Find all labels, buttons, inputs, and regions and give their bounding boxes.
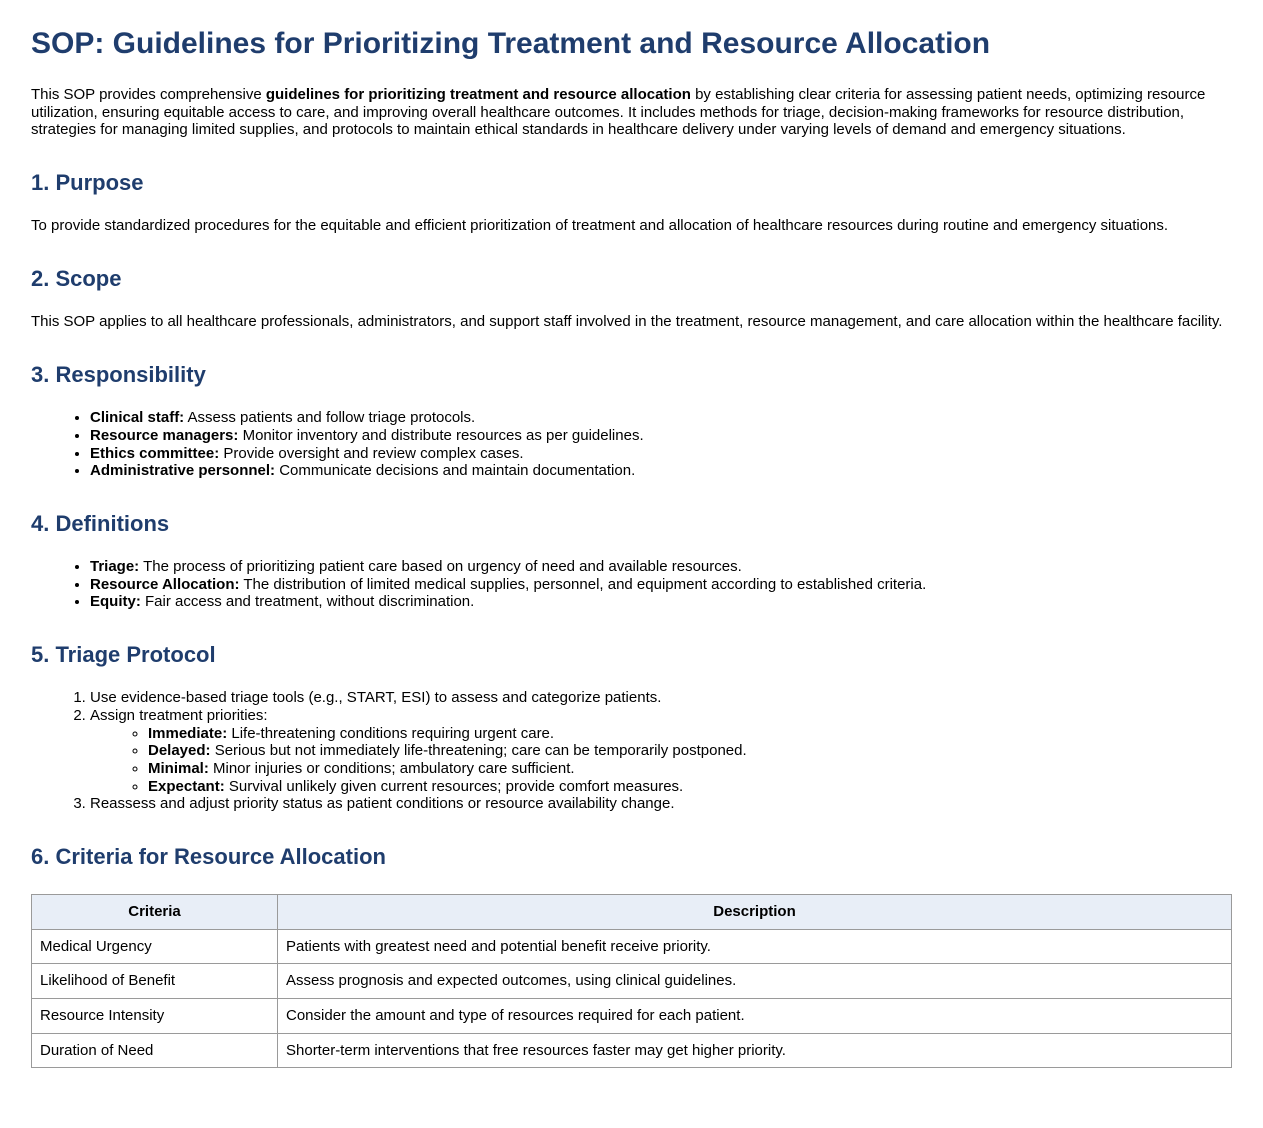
list-item-text: Fair access and treatment, without discrimination. (140, 593, 475, 611)
table-row (32, 929, 1232, 964)
list-item-text: Assess patients and follow triage protocols. (184, 409, 476, 427)
list-item-term: Administrative personnel: (90, 462, 276, 480)
section-heading-criteria: 6. Criteria for Resource Allocation (31, 843, 386, 869)
list-item (90, 593, 1232, 611)
list-item-term: Triage: (90, 558, 140, 576)
page-title: SOP: Guidelines for Prioritizing Treatment and Resource Allocation (31, 27, 991, 60)
column-header-criteria: Criteria (32, 895, 278, 930)
column-header-description: Description (278, 895, 1232, 930)
table-row (32, 1033, 1232, 1068)
section-heading-definitions: 4. Definitions (31, 510, 170, 536)
table-header-row (32, 895, 1232, 930)
priority-text: Minor injuries or conditions; ambulatory care sufficient. (208, 759, 575, 777)
list-item (90, 409, 1232, 427)
list-item-term: Resource Allocation: (90, 575, 240, 593)
description-cell: Consider the amount and type of resources required for each patient. (278, 999, 1232, 1034)
section-heading-responsibility: 3. Responsibility (31, 361, 206, 387)
criteria-table-head (32, 895, 1232, 930)
triage-protocol-steps (31, 689, 1232, 812)
list-item (90, 576, 1232, 594)
responsibility-list (31, 409, 1232, 480)
section-heading-triage-protocol: 5. Triage Protocol (31, 642, 216, 668)
priority-term: Minimal: (148, 759, 209, 777)
list-item (90, 558, 1232, 576)
criteria-cell: Duration of Need (32, 1033, 278, 1068)
priority-item (148, 760, 1232, 778)
section-heading-purpose: 1. Purpose (31, 169, 144, 195)
priority-item (148, 778, 1232, 796)
list-item-term: Equity: (90, 593, 141, 611)
intro-paragraph (31, 86, 1232, 139)
criteria-cell: Medical Urgency (32, 929, 278, 964)
list-item (90, 445, 1232, 463)
section-heading-scope: 2. Scope (31, 265, 122, 291)
priority-text: Survival unlikely given current resources; provide comfort measures. (224, 777, 684, 795)
list-item (90, 462, 1232, 480)
priority-item (148, 742, 1232, 760)
purpose-paragraph: To provide standardized procedures for the equitable and efficient prioritization of treatment and allocation of healthcare resources during routine and emergency situations. (31, 217, 1169, 235)
priority-item (148, 725, 1232, 743)
priority-term: Expectant: (148, 777, 225, 795)
priority-term: Immediate: (148, 724, 228, 742)
list-item-term: Ethics committee: (90, 444, 220, 462)
step-item: 1. Use evidence-based triage tools (e.g., START, ESI) to assess and categorize patients. (90, 689, 1232, 707)
list-item-term: Resource managers: (90, 426, 239, 444)
table-row (32, 999, 1232, 1034)
criteria-table (31, 894, 1232, 1068)
list-item-text: Monitor inventory and distribute resources as per guidelines. (238, 426, 644, 444)
description-cell: Assess prognosis and expected outcomes, using clinical guidelines. (278, 964, 1232, 999)
list-item-text: The distribution of limited medical supplies, personnel, and equipment according to established criteria. (239, 575, 927, 593)
criteria-cell: Resource Intensity (32, 999, 278, 1034)
intro-text-start: This SOP provides comprehensive (31, 86, 266, 103)
scope-paragraph: This SOP applies to all healthcare professionals, administrators, and support staff involved in the treatment, resource management, and care allocation within the healthcare facility. (31, 313, 1223, 331)
list-item-text: Communicate decisions and maintain documentation. (275, 462, 636, 480)
criteria-table-body (32, 929, 1232, 1068)
step-item: 3. Reassess and adjust priority status as patient conditions or resource availability change. (90, 795, 1232, 813)
list-item (90, 427, 1232, 445)
description-cell: Shorter-term interventions that free resources faster may get higher priority. (278, 1033, 1232, 1068)
priority-term: Delayed: (148, 742, 211, 760)
table-row (32, 964, 1232, 999)
description-cell: Patients with greatest need and potential benefit receive priority. (278, 929, 1232, 964)
criteria-cell: Likelihood of Benefit (32, 964, 278, 999)
priority-text: Serious but not immediately life-threatening; care can be temporarily postponed. (210, 742, 747, 760)
step-text: Assign treatment priorities: (90, 707, 268, 725)
definitions-list (31, 558, 1232, 611)
list-item-text: The process of prioritizing patient care based on urgency of need and available resources. (139, 558, 742, 576)
intro-text-bold: guidelines for prioritizing treatment and resource allocation (265, 86, 691, 103)
list-item-term: Clinical staff: (90, 409, 185, 427)
intro-text-end: by establishing clear criteria for assessing patient needs, optimizing resource utilization, ensuring equitable access to care, and improving overall healthcare outcomes. It includes methods for triage, decision-making frameworks for resource distribution, strategies for managing limited supplies, and protocols to maintain ethical standards in healthcare delivery under varying levels of demand and emergency situations. (31, 86, 1206, 139)
priority-text: Life-threatening conditions requiring urgent care. (227, 724, 555, 742)
list-item-text: Provide oversight and review complex cases. (219, 444, 524, 462)
step-item (90, 707, 1232, 795)
treatment-priorities-list (90, 725, 1232, 796)
